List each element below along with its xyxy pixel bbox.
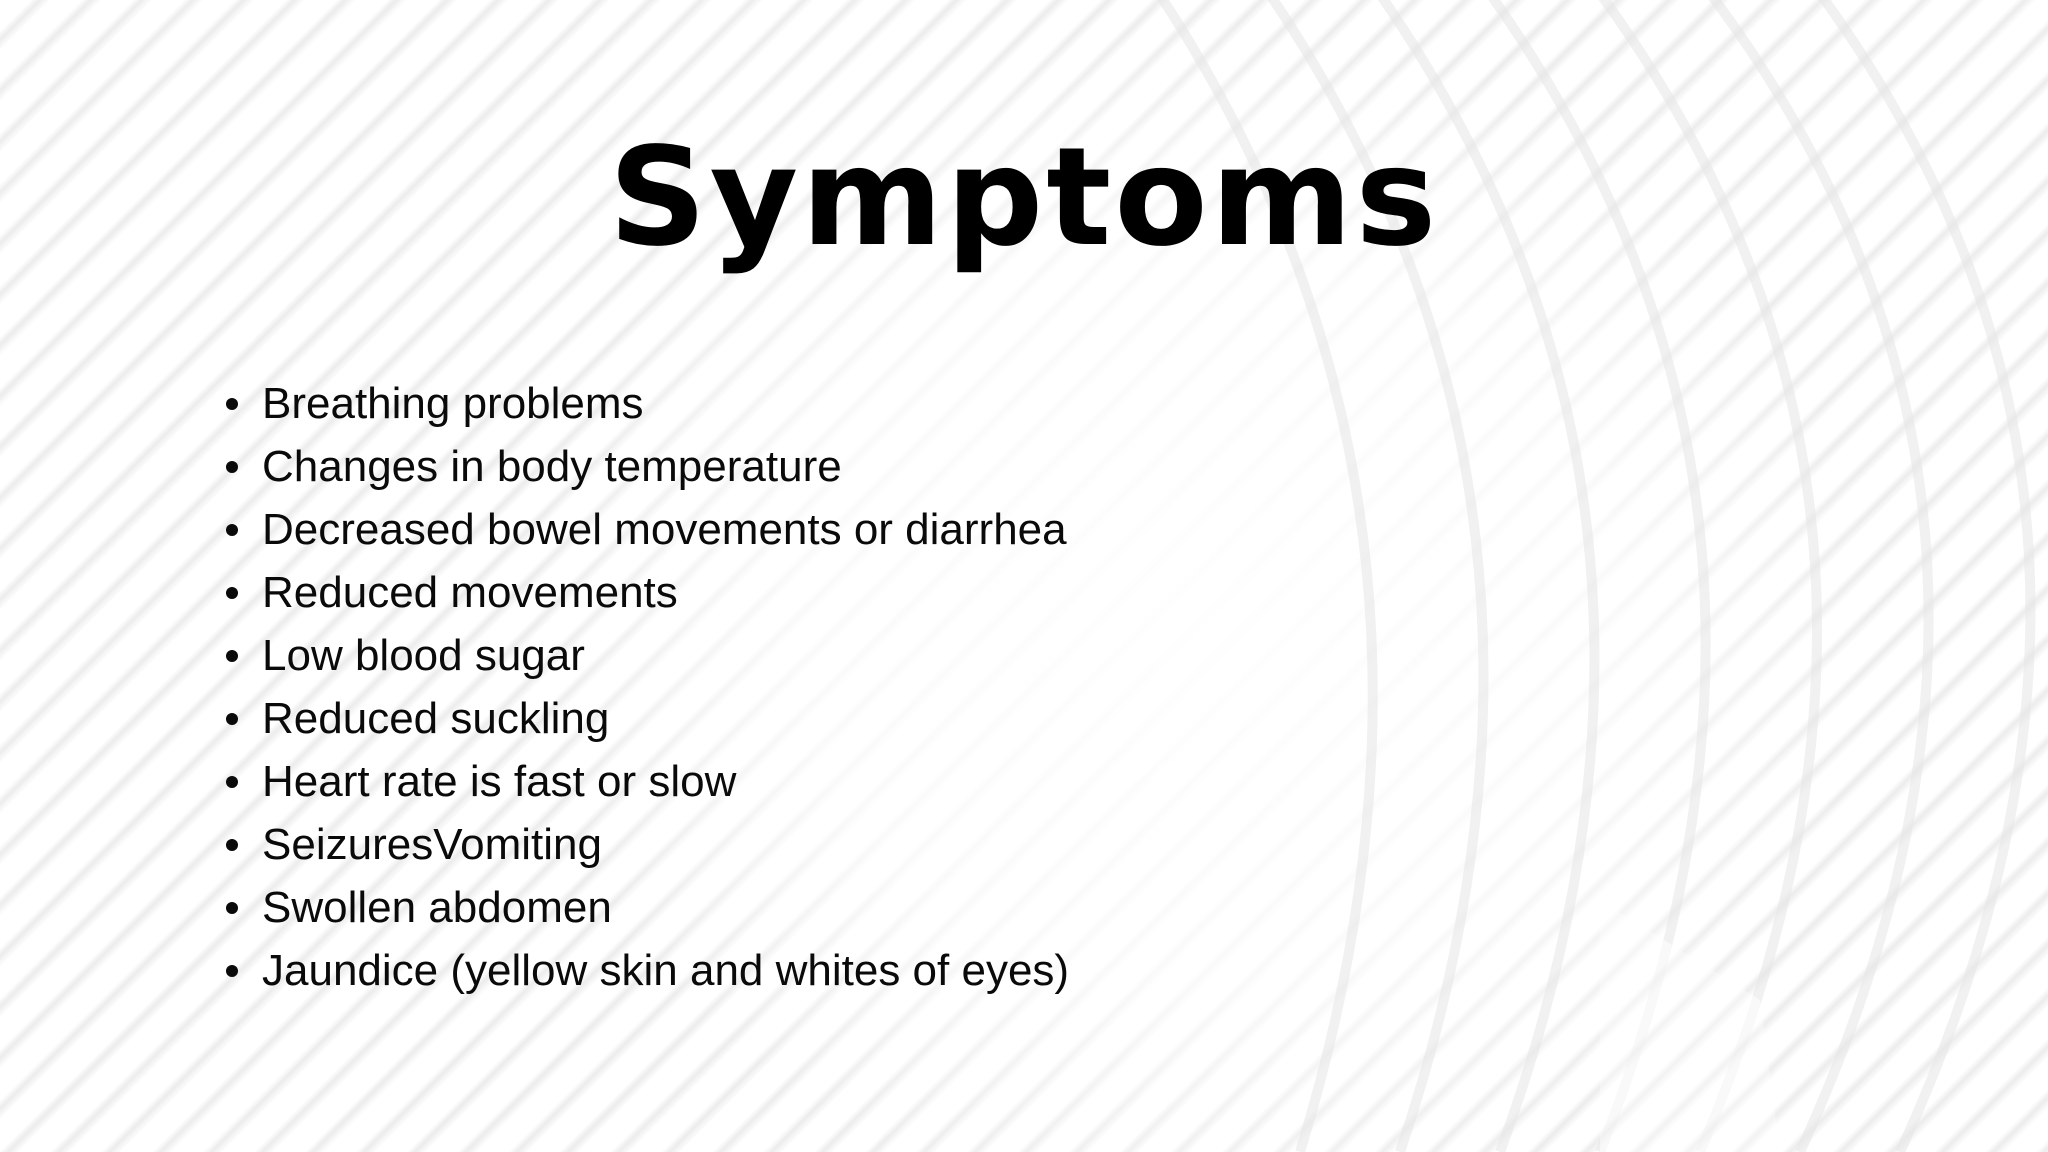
list-item bbox=[218, 750, 1518, 813]
list-item bbox=[218, 624, 1518, 687]
list-item-text: SeizuresVomiting bbox=[262, 820, 602, 869]
list-item-text: Reduced movements bbox=[262, 568, 678, 617]
list-item bbox=[218, 813, 1518, 876]
list-item-text: Changes in body temperature bbox=[262, 442, 842, 491]
list-item-text: Low blood sugar bbox=[262, 631, 585, 680]
list-item-text: Decreased bowel movements or diarrhea bbox=[262, 505, 1067, 554]
bullet-icon bbox=[226, 776, 238, 788]
bullet-icon bbox=[226, 650, 238, 662]
bullet-icon bbox=[226, 524, 238, 536]
bullet-icon bbox=[226, 713, 238, 725]
slide-title: Symptoms bbox=[608, 119, 1440, 277]
list-item-text: Reduced suckling bbox=[262, 694, 610, 743]
bullet-icon bbox=[226, 839, 238, 851]
bullet-icon bbox=[226, 398, 238, 410]
list-item bbox=[218, 687, 1518, 750]
bullet-icon bbox=[226, 587, 238, 599]
list-item-text: Jaundice (yellow skin and whites of eyes) bbox=[262, 946, 1070, 995]
list-item bbox=[218, 561, 1518, 624]
list-item bbox=[218, 372, 1518, 435]
bullet-icon bbox=[226, 902, 238, 914]
list-item-text: Breathing problems bbox=[262, 379, 644, 428]
list-item bbox=[218, 498, 1518, 561]
bullet-icon bbox=[226, 965, 238, 977]
list-item-text: Swollen abdomen bbox=[262, 883, 612, 932]
list-item-text: Heart rate is fast or slow bbox=[262, 757, 737, 806]
bullet-icon bbox=[226, 461, 238, 473]
list-item bbox=[218, 435, 1518, 498]
symptom-list bbox=[218, 372, 1518, 1002]
list-item bbox=[218, 876, 1518, 939]
list-item bbox=[218, 939, 1518, 1002]
